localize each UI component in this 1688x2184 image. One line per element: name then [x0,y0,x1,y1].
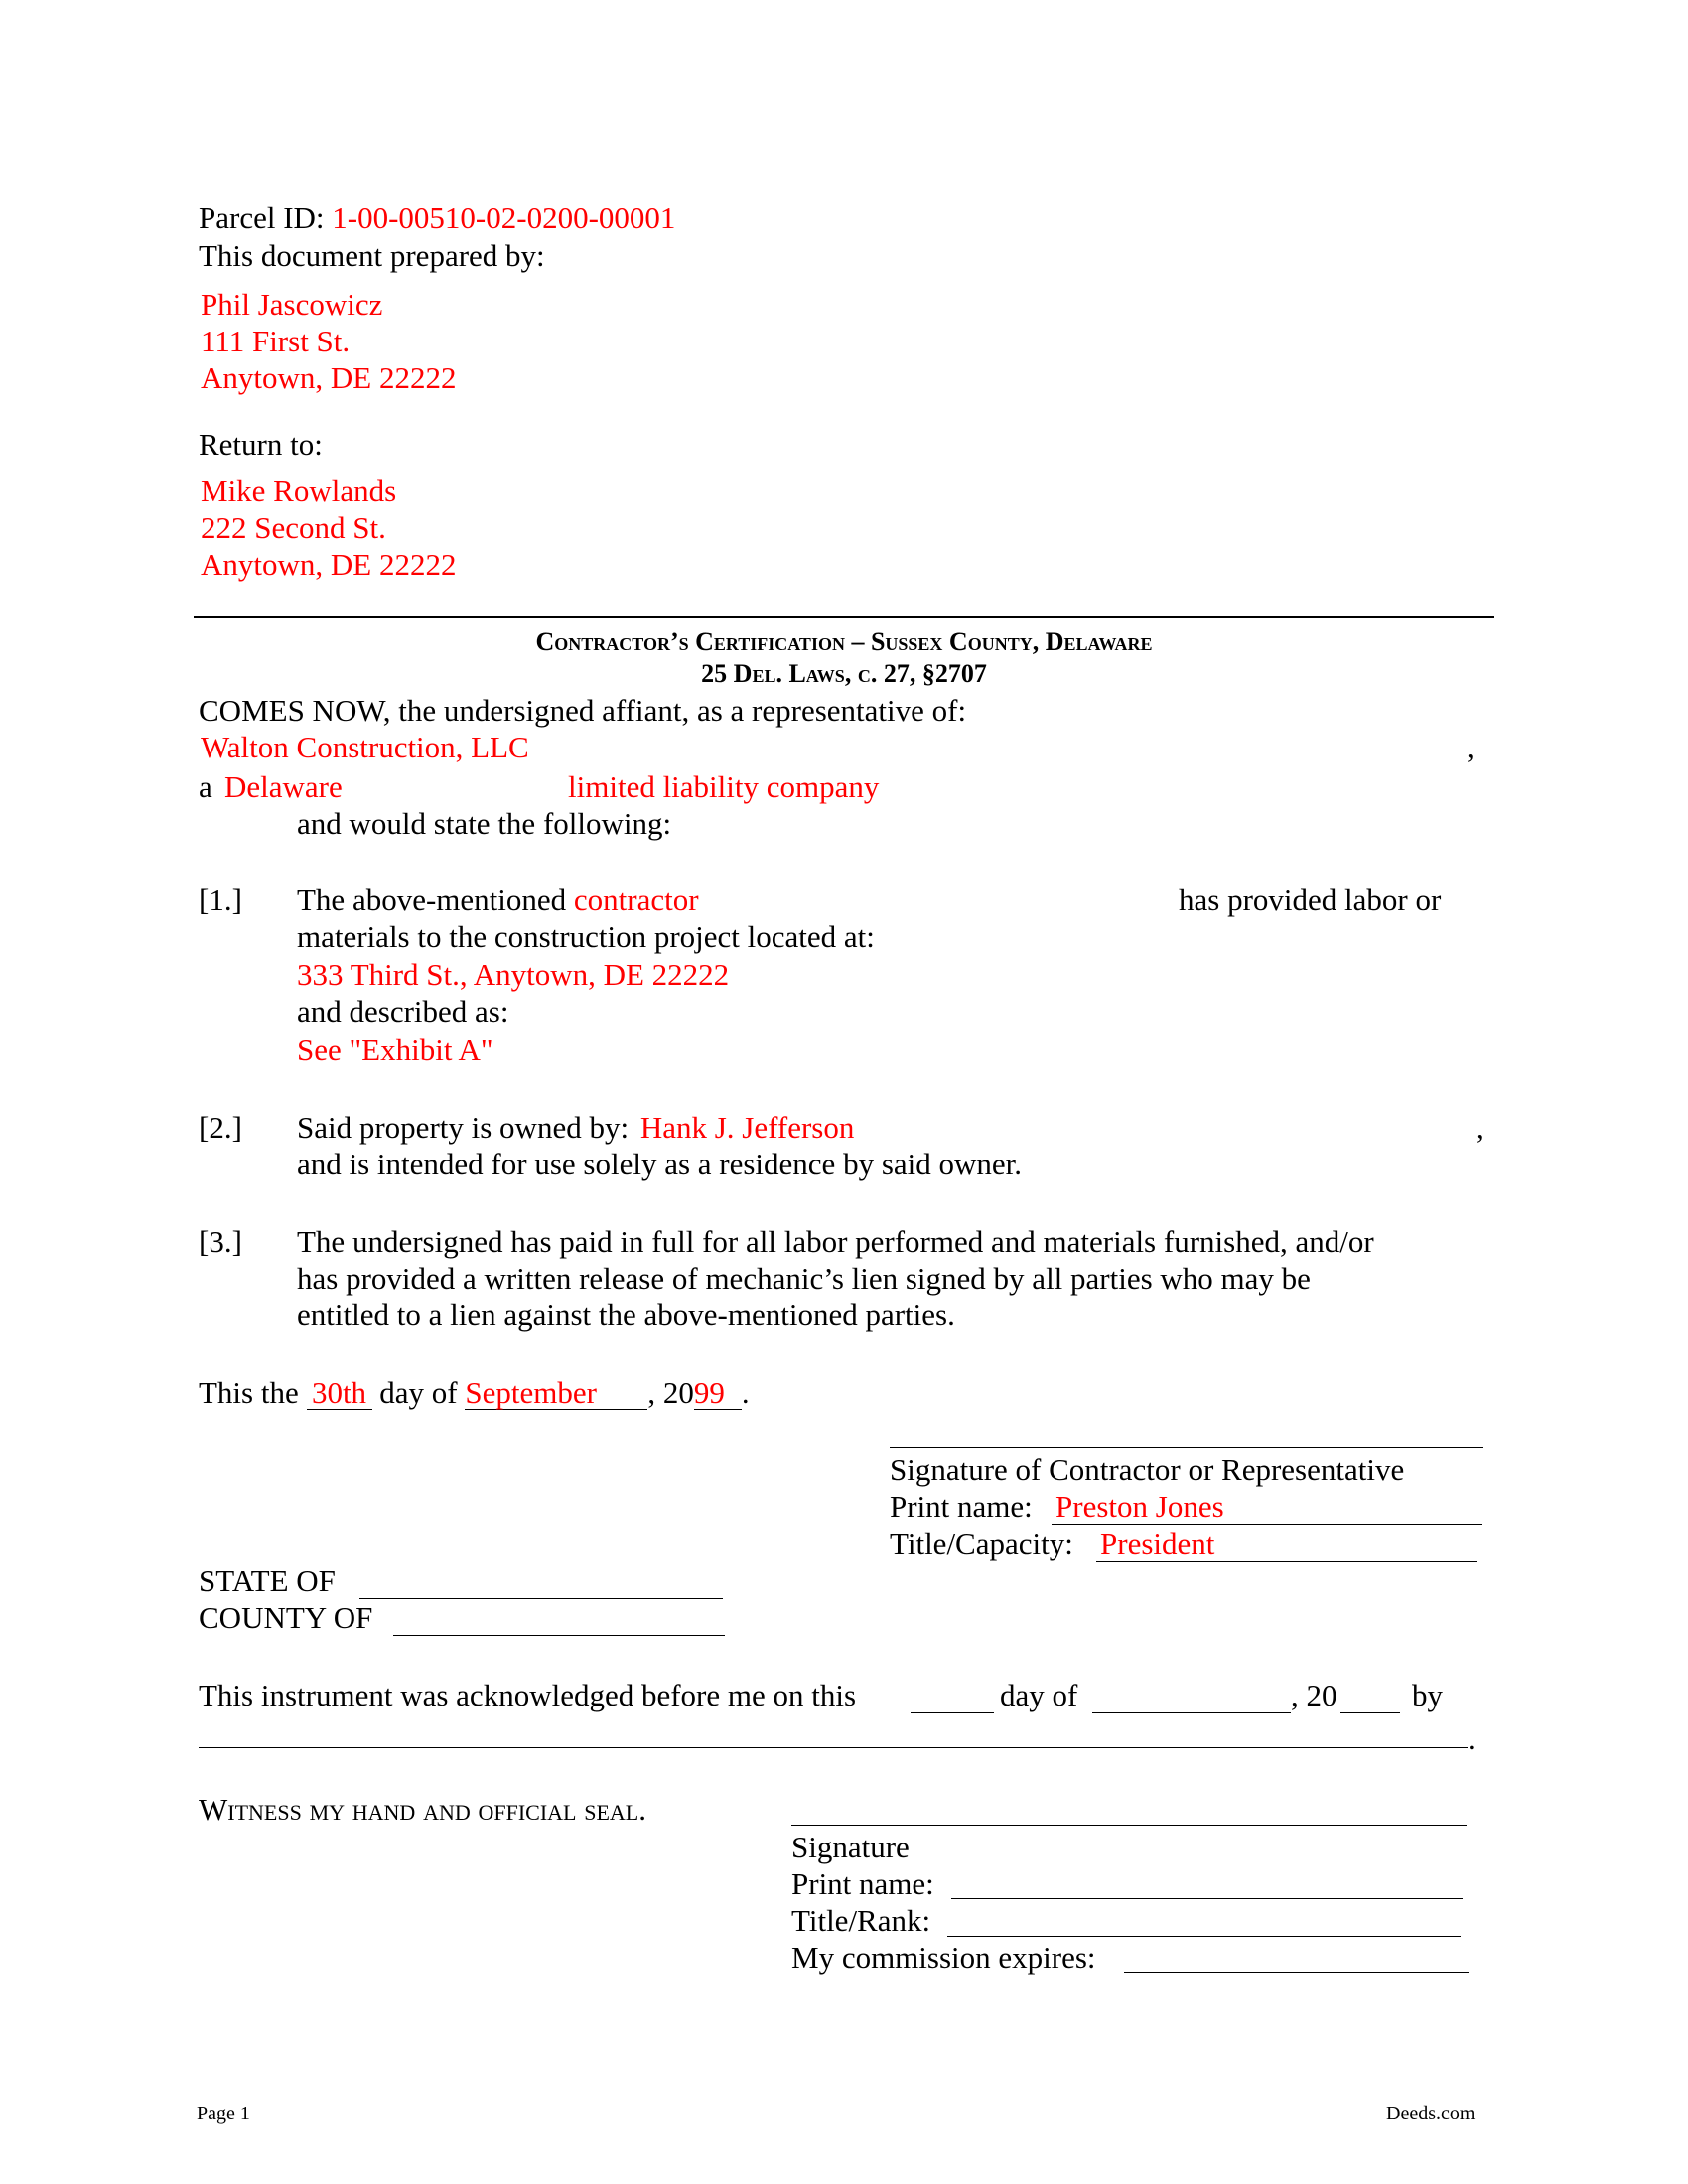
date-mid: day of [379,1375,458,1410]
return-name: Mike Rowlands [201,474,397,508]
ack-month-line [1092,1712,1291,1713]
item2-number: [2.] [199,1110,242,1145]
project-description: See "Exhibit A" [297,1032,493,1067]
property-owner: Hank J. Jefferson [639,1110,855,1145]
ack-year-line [1340,1712,1400,1713]
preparer-city: Anytown, DE 22222 [201,360,457,395]
ack-day-line [911,1712,994,1713]
date-month: September [465,1377,647,1410]
notary-rank-label: Title/Rank: [791,1903,931,1938]
county-of-line [393,1635,725,1636]
notary-signature-line [791,1825,1467,1826]
company-state: Delaware [224,769,343,804]
contractor-signature-line [890,1447,1483,1448]
item2-line1 [297,1109,854,1147]
notary-commission-label: My commission expires: [791,1940,1096,1975]
item3-number: [3.] [199,1224,242,1259]
item3-line3: entitled to a lien against the above-mentioned parties. [297,1297,955,1332]
ack-period: . [1468,1721,1476,1756]
title-capacity-value: President [1100,1526,1215,1561]
date-comma-year: , 20 [647,1375,694,1410]
ack-text: This instrument was acknowledged before me on this [199,1678,857,1712]
ack-comma-20: , 20 [1291,1678,1337,1712]
item1-text-a: The above-mentioned [297,883,567,917]
statute-reference: 25 Del. Laws, c. 27, §2707 [701,659,987,688]
notary-commission-line [1124,1972,1469,1973]
return-street: 222 Second St. [201,510,386,545]
state-of-line [359,1598,723,1599]
date-prefix: This the [199,1375,299,1410]
date-period: . [741,1375,750,1410]
item2-text-a: Said property is owned by: [297,1110,630,1145]
return-to-label: Return to: [199,427,323,462]
parcel-id: 1-00-00510-02-0200-00001 [332,201,676,235]
parcel-label: Parcel ID: [199,201,325,235]
page-number: Page 1 [197,2103,250,2124]
item2-text-b: and is intended for use solely as a residence by said owner. [297,1147,1023,1181]
item3-line1: The undersigned has paid in full for all labor performed and materials furnished, and/or [297,1224,1374,1259]
preparer-name: Phil Jascowicz [201,287,383,322]
ack-name-line [199,1747,1468,1748]
return-city: Anytown, DE 22222 [201,547,457,582]
document-title: Contractor’s Certification – Sussex County, Delaware [535,627,1153,656]
item3-line2: has provided a written release of mechanic’s lien signed by all parties who may be [297,1261,1311,1296]
notary-print-label: Print name: [791,1866,934,1901]
company-name: Walton Construction, LLC [201,730,529,764]
date-year: 99 [694,1377,742,1410]
title-capacity-label: Title/Capacity: [890,1526,1073,1561]
described-label: and described as: [297,994,509,1028]
item1-text-c: materials to the construction project located at: [297,919,875,954]
item1-number: [1.] [199,883,242,917]
header-divider [194,616,1494,618]
state-of-label: STATE OF [199,1564,336,1598]
signature-label: Signature of Contractor or Representative [890,1452,1405,1487]
company-comma: , [1467,730,1475,764]
prepared-by-label: This document prepared by: [199,238,545,273]
ack-day-of: day of [1000,1678,1078,1712]
comes-now-text: COMES NOW, the undersigned affiant, as a representative of: [199,693,967,728]
parcel-line [199,200,675,237]
item1-role: contractor [573,883,699,917]
ack-by: by [1412,1678,1443,1712]
item1-line1 [297,882,699,919]
item1-text-b: has provided labor or [1179,883,1442,917]
date-line [199,1374,750,1412]
notary-rank-line [947,1936,1461,1937]
notary-print-line [951,1898,1463,1899]
county-of-label: COUNTY OF [199,1600,373,1635]
witness-text: Witness my hand and official seal. [199,1792,646,1827]
state-following: and would state the following: [297,806,672,841]
preparer-street: 111 First St. [201,324,351,358]
print-name-value: Preston Jones [1055,1489,1224,1524]
date-day: 30th [307,1377,372,1410]
footer-site: Deeds.com [1386,2103,1476,2124]
item2-comma: , [1477,1110,1484,1145]
print-name-label: Print name: [890,1489,1033,1524]
entity-type: limited liability company [568,769,880,804]
notary-signature-label: Signature [791,1830,910,1864]
project-address: 333 Third St., Anytown, DE 22222 [297,957,730,992]
a-label: a [199,769,212,804]
